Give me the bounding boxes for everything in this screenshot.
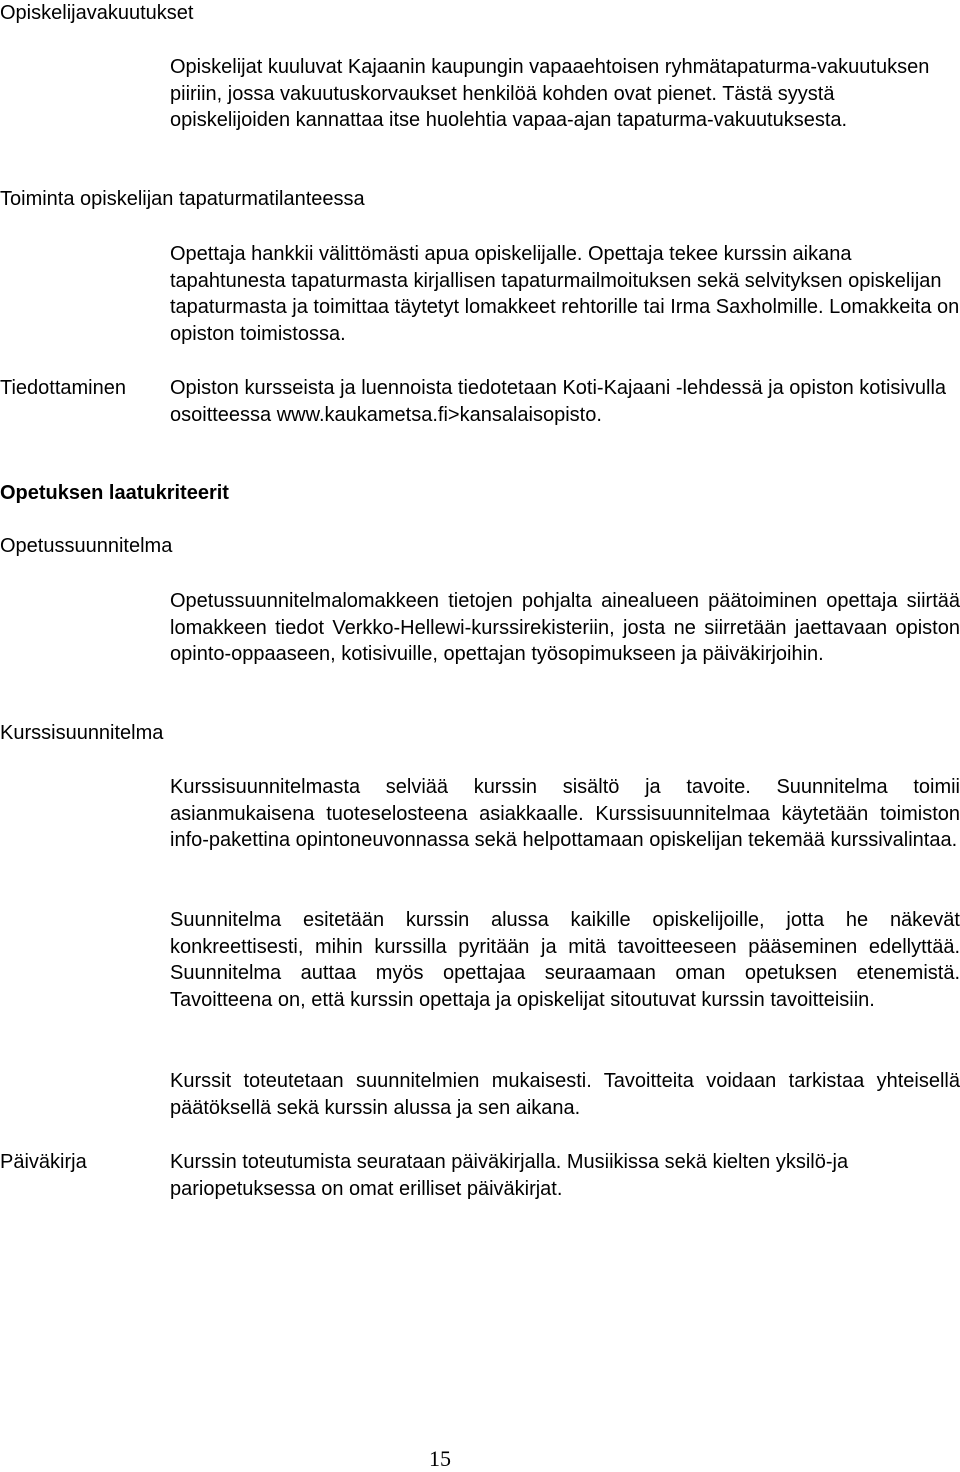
- paragraph-course-plan-1: Kurssisuunnitelmasta selviää kurssin sisältö ja tavoite. Suunnitelma toimii asianmukaisena tuoteselosteena asiakkaalle. Kurssisuunnitelmaa käytetään toimiston info-pakettina opintoneuvonnassa sekä helpottamaan opiskelijan tekemää kurssivalintaa.: [170, 776, 960, 851]
- heading-student-insurance: Opiskelijavakuutukset: [0, 2, 194, 24]
- label-information: Tiedottaminen: [0, 377, 126, 399]
- paragraph-diary: Kurssin toteutumista seurataan päiväkirjalla. Musiikissa sekä kielten yksilö-ja pariopetuksessa on omat erilliset päiväkirjat.: [170, 1151, 849, 1200]
- heading-curriculum: Opetussuunnitelma: [0, 535, 173, 557]
- heading-course-plan: Kurssisuunnitelma: [0, 722, 164, 744]
- paragraph-accident-procedure: Opettaja hankkii välittömästi apua opiskelijalle. Opettaja tekee kurssin aikana tapahtunesta tapaturmasta kirjallisen tapaturmailmoituksen sekä selvityksen opiskelijan tapaturmasta ja toimittaa täytetyt lomakkeet rehtorille tai Irma Saxholmille. Lomakkeita on opiston toimistossa.: [170, 243, 960, 345]
- paragraph-course-plan-3: Kurssit toteutetaan suunnitelmien mukaisesti. Tavoitteita voidaan tarkistaa yhteisellä päätöksellä sekä kurssin alussa ja sen aikana.: [170, 1070, 960, 1119]
- heading-accident-procedure: Toiminta opiskelijan tapaturmatilanteessa: [0, 188, 365, 210]
- heading-quality-criteria: Opetuksen laatukriteerit: [0, 482, 229, 504]
- paragraph-student-insurance: Opiskelijat kuuluvat Kajaanin kaupungin vapaaehtoisen ryhmätapaturma-vakuutuksen piiriin, jossa vakuutuskorvaukset henkilöä kohden ovat pienet. Tästä syystä opiskelijoiden kannattaa itse huolehtia vapaa-ajan tapaturma-vakuutuksesta.: [170, 56, 930, 131]
- label-diary: Päiväkirja: [0, 1151, 87, 1173]
- paragraph-information: Opiston kursseista ja luennoista tiedotetaan Koti-Kajaani -lehdessä ja opiston kotisivulla osoitteessa www.kaukametsa.fi>kansalaisopisto.: [170, 377, 947, 426]
- page-number: 15: [429, 1446, 451, 1471]
- paragraph-curriculum: Opetussuunnitelmalomakkeen tietojen pohjalta ainealueen päätoiminen opettaja siirtää lomakkeen tiedot Verkko-Hellewi-kurssirekisteriin, josta ne siirretään jaettavaan opiston opinto-oppaaseen, kotisivuille, opettajan työsopimukseen ja päiväkirjoihin.: [170, 590, 960, 665]
- paragraph-course-plan-2: Suunnitelma esitetään kurssin alussa kaikille opiskelijoille, jotta he näkevät konkreettisesti, mihin kurssilla pyritään ja mitä tavoitteeseen pääseminen edellyttää. Suunnitelma auttaa myös opettajaa seuraamaan oman opetuksen etenemistä. Tavoitteena on, että kurssin opettaja ja opiskelijat sitoutuvat kurssin tavoitteisiin.: [170, 909, 960, 1011]
